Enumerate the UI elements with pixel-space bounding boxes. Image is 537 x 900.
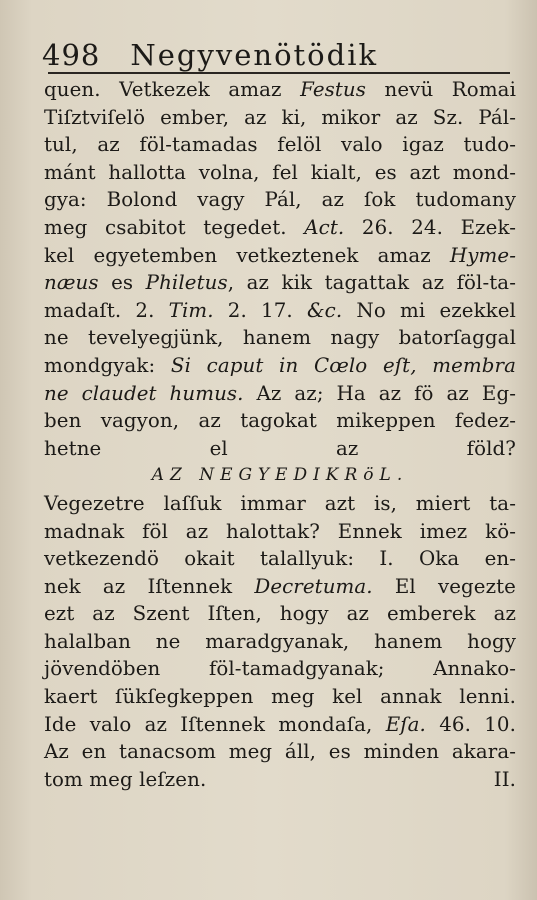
text-segment: 26. 24. Ezek- <box>344 215 516 239</box>
text-segment: Vetkezek amaz <box>119 78 301 101</box>
catchword: II. <box>493 767 516 791</box>
text-segment: kaert ſükſegkeppen meg kel annak lenni. <box>44 685 516 709</box>
text-line <box>44 131 516 159</box>
text-segment: tul, az föl-tamadas felöl valo igaz tudo- <box>44 133 516 157</box>
text-segment: Az az; Ha az fö az Eg- <box>243 381 516 405</box>
final-line-text: tom meg leſzen. <box>44 767 207 791</box>
italic-text: Hyme- <box>449 243 516 267</box>
italic-text: Festus <box>300 78 367 101</box>
text-line <box>44 573 516 601</box>
text-line <box>44 683 516 711</box>
text-segment: es <box>98 271 146 295</box>
text-segment: 2. 17. <box>213 298 307 322</box>
italic-text: ne claudet humus. <box>44 381 244 405</box>
text-segment: nevü Romai <box>366 78 516 101</box>
text-line <box>44 104 516 132</box>
text-segment: No mi ezekkel <box>342 298 516 322</box>
page-header <box>42 30 512 70</box>
text-line <box>44 324 516 352</box>
text-line <box>44 352 516 380</box>
text-segment: , az kik tagattak az föl-ta- <box>227 271 516 295</box>
text-line <box>44 490 516 518</box>
text-segment: ne tevelyegjünk, hanem nagy batorſaggal <box>44 326 516 350</box>
italic-text: Si caput in Cœlo eſt, membra <box>170 353 516 377</box>
text-line <box>44 738 516 766</box>
text-line <box>44 518 516 546</box>
text-segment: ben vagyon, az tagokat mikeppen fedez- <box>44 409 516 433</box>
text-line <box>44 269 516 297</box>
text-segment: kel egyetemben vetkeztenek amaz <box>44 243 450 267</box>
text-line <box>44 628 516 656</box>
text-segment: quen. <box>44 78 120 101</box>
text-line <box>44 186 516 214</box>
text-line <box>44 159 516 187</box>
text-segment: Az en tanacsom meg áll, es minden akara- <box>44 740 516 764</box>
text-line <box>44 214 516 242</box>
text-segment: madaſt. 2. <box>44 298 169 322</box>
italic-text: &c. <box>306 298 343 322</box>
italic-text: næus <box>44 271 99 295</box>
text-segment: halalban ne maradgyanak, hanem hogy <box>44 629 516 653</box>
text-segment: gya: Bolond vagy Pál, az ſok tudomany <box>44 188 516 212</box>
text-segment: vetkezendö okait talallyuk: I. Oka en- <box>44 547 516 571</box>
text-line <box>44 655 516 683</box>
body-text <box>44 76 516 793</box>
text-segment: ezt az Szent Iſten, hogy az emberek az <box>44 602 516 626</box>
text-segment: Vegezetre laſſuk immar azt is, miert ta- <box>44 491 516 515</box>
text-segment: mondgyak: <box>44 353 171 377</box>
text-line <box>44 600 516 628</box>
text-segment: AZ NEGYEDIKRöL. <box>151 465 409 486</box>
text-line <box>44 242 516 270</box>
text-segment: nek az Iſtennek <box>44 574 255 598</box>
text-segment: meg csabitot tegedet. <box>44 215 305 239</box>
text-line <box>44 380 516 408</box>
text-segment: Tiſztviſelö ember, az ki, mikor az Sz. Pál- <box>44 105 516 129</box>
text-segment: madnak föl az halottak? Ennek imez kö- <box>44 519 516 543</box>
text-line <box>44 76 516 104</box>
italic-text: Act. <box>304 215 345 239</box>
text-segment: mánt hallotta volna, fel kialt, es azt mond- <box>44 160 516 184</box>
text-segment: Ide valo az Iſtennek mondaſa, <box>44 712 386 736</box>
page-number: 498 <box>42 38 101 72</box>
header-rule <box>48 72 510 74</box>
text-line <box>44 545 516 573</box>
italic-text: Philetus <box>145 271 228 295</box>
section-heading <box>44 462 516 490</box>
text-segment: 46. 10. <box>425 712 516 736</box>
running-head: Negyvenötödik <box>130 38 379 72</box>
final-line <box>44 766 516 794</box>
italic-text: Decretuma. <box>254 574 373 598</box>
text-line <box>44 297 516 325</box>
italic-text: Eſa. <box>385 712 426 736</box>
text-segment: El vegezte <box>372 574 516 598</box>
italic-text: Tim. <box>168 298 214 322</box>
text-line <box>44 711 516 739</box>
text-line <box>44 407 516 435</box>
text-segment: jövendöben föl-tamadgyanak; Annako- <box>44 657 516 681</box>
text-line <box>44 435 516 463</box>
text-segment: hetne el az föld? <box>44 436 516 460</box>
